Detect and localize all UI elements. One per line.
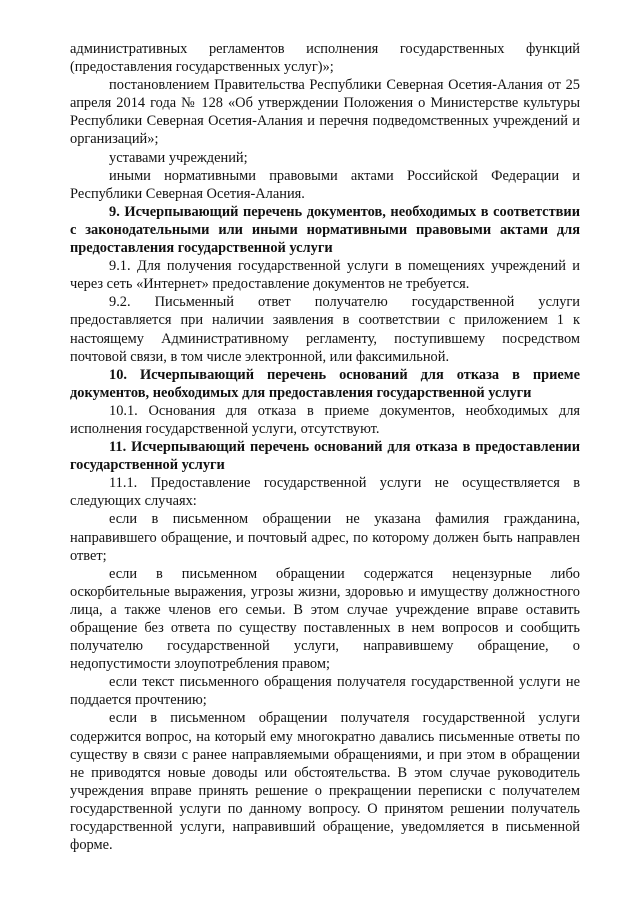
refusal-case-obscene-language: если в письменном обращении содержатся нецензурные либо оскорбительные выражения, угрозы жизни, здоровью и имуществу должностного лица, а также членов его семьи. В этом случае учреждение вправе оставить обращение без ответа по существу поставленных в нем вопросов и сообщить получателю государственной услуги, направившему обращение, о недопустимости злоупотребления правом; [70, 565, 580, 673]
section-heading-10: 10. Исчерпывающий перечень оснований для отказа в приеме документов, необходимых для предоставления государственной услуги [70, 366, 580, 401]
section-heading-11: 11. Исчерпывающий перечень оснований для отказа в предоставлении государственной услуги [70, 439, 580, 474]
clause-11-1: 11.1. Предоставление государственной услуги не осуществляется в следующих случаях: [70, 475, 580, 510]
refusal-case-no-name-address: если в письменном обращении не указана фамилия гражданина, направившего обращение, и почтовый адрес, по которому должен быть направлен ответ; [70, 511, 580, 564]
refusal-case-illegible-text: если текст письменного обращения получателя государственной услуги не поддается прочтению; [70, 674, 580, 709]
paragraph-regulations-tail: административных регламентов исполнения государственных функций (предоставления государственных услуг)»; [70, 41, 580, 76]
clause-9-1: 9.1. Для получения государственной услуги в помещениях учреждений и через сеть «Интернет» предоставление документов не требуется. [70, 258, 580, 293]
paragraph-government-resolution: постановлением Правительства Республики Северная Осетия-Алания от 25 апреля 2014 года № 128 «Об утверждении Положения о Министерстве культуры Республики Северная Осетия-Алания и перечня подведомственных учреждений и организаций»; [70, 77, 580, 148]
clause-10-1: 10.1. Основания для отказа в приеме документов, необходимых для исполнения государственной услуги, отсутствуют. [70, 402, 580, 437]
section-heading-9: 9. Исчерпывающий перечень документов, необходимых в соответствии с законодательными или иными нормативными правовыми актами для предоставления государственной услуги [70, 203, 580, 257]
paragraph-other-legal-acts: иными нормативными правовыми актами Российской Федерации и Республики Северная Осетия-Алания. [70, 167, 580, 202]
clause-9-2: 9.2. Письменный ответ получателю государственной услуги предоставляется при наличии заявления в соответствии с приложением 1 к настоящему Административному регламенту, поступившему посредством почтовой связи, в том числе электронной, или факсимильной. [70, 294, 580, 365]
document-body [70, 40, 580, 854]
refusal-case-repeated-question: если в письменном обращении получателя государственной услуги содержится вопрос, на который ему многократно давались письменные ответы по существу в связи с ранее направляемыми обращениями, и при этом в обращении не приводятся новые доводы или обстоятельства. В этом случае руководитель учреждения вправе принять решение о прекращении переписки с получателем государственной услуги по данному вопросу. О принятом решении получатель государственной услуги, направивший обращение, уведомляется в письменной форме. [70, 710, 580, 854]
paragraph-institution-charters: уставами учреждений; [109, 149, 248, 166]
